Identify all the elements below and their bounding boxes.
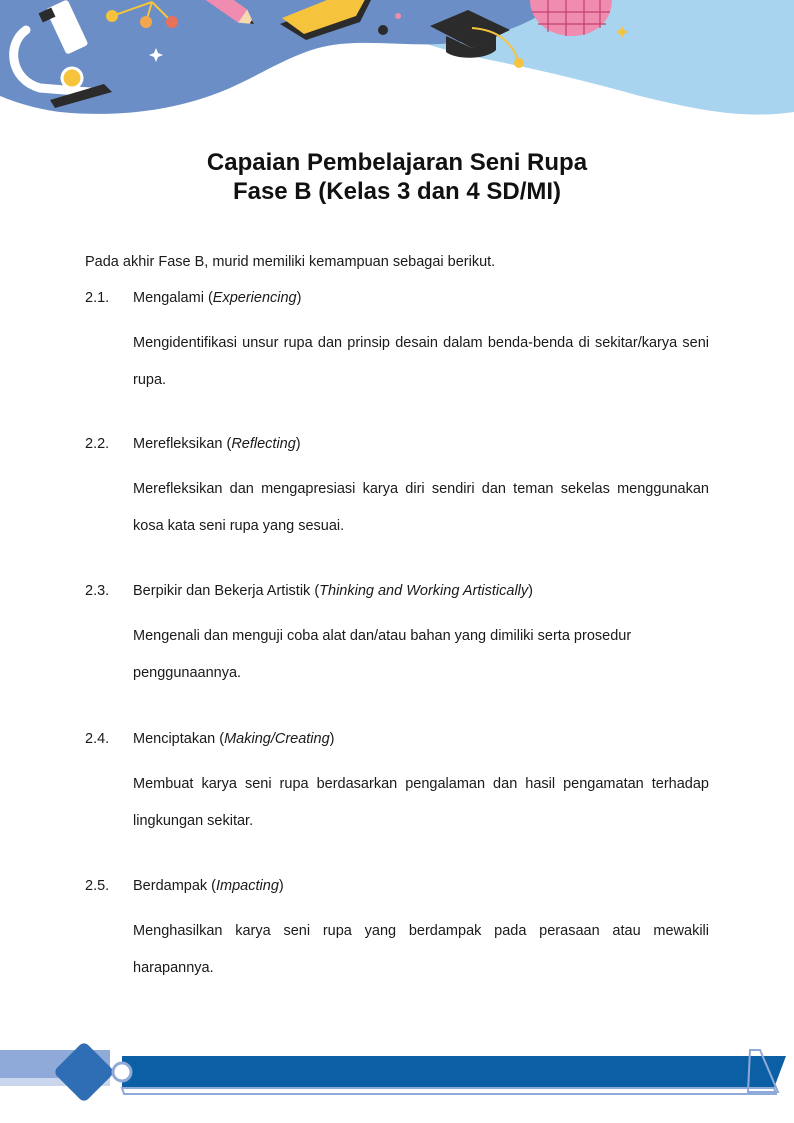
section-body: Mengidentifikasi unsur rupa dan prinsip desain dalam benda-benda di sekitar/karya seni rupa. [133, 335, 709, 388]
section-number: 2.1. [85, 290, 110, 306]
footer-decoration [0, 1030, 794, 1123]
section-2-5 [85, 876, 709, 987]
section-number: 2.3. [85, 583, 110, 599]
section-title: Menciptakan (Making/Creating) [133, 731, 335, 747]
section-heading [85, 581, 709, 601]
section-2-3 [85, 581, 709, 692]
section-number: 2.4. [85, 731, 110, 747]
section-heading [85, 434, 709, 454]
header-decoration [0, 0, 794, 140]
intro-paragraph: Pada akhir Fase B, murid memiliki kemampuan sebagai berikut. [85, 254, 496, 270]
title-line-1: Capaian Pembelajaran Seni Rupa [206, 149, 588, 176]
section-title: Mengalami (Experiencing) [133, 290, 302, 306]
section-2-1 [85, 288, 709, 399]
section-heading [85, 729, 709, 749]
section-2-4 [85, 729, 709, 840]
section-body: Menghasilkan karya seni rupa yang berdampak pada perasaan atau mewakili harapannya. [133, 923, 709, 976]
section-title: Berpikir dan Bekerja Artistik (Thinking and Working Artistically) [133, 583, 533, 599]
footer-circle-icon [113, 1063, 131, 1081]
section-title: Merefleksikan (Reflecting) [133, 436, 301, 452]
section-body: Mengenali dan menguji coba alat dan/atau bahan yang dimiliki serta prosedur penggunaannya. [133, 628, 632, 681]
title-line-2: Fase B (Kelas 3 dan 4 SD/MI) [232, 178, 562, 205]
section-2-2 [85, 434, 709, 545]
section-number: 2.5. [85, 878, 110, 894]
section-number: 2.2. [85, 436, 110, 452]
section-body: Merefleksikan dan mengapresiasi karya diri sendiri dan teman sekelas menggunakan kosa kata seni rupa yang sesuai. [133, 481, 709, 534]
section-heading [85, 876, 709, 896]
page-title [0, 148, 794, 206]
section-title: Berdampak (Impacting) [133, 878, 284, 894]
section-heading [85, 288, 709, 308]
section-body: Membuat karya seni rupa berdasarkan pengalaman dan hasil pengamatan terhadap lingkungan sekitar. [133, 776, 709, 829]
